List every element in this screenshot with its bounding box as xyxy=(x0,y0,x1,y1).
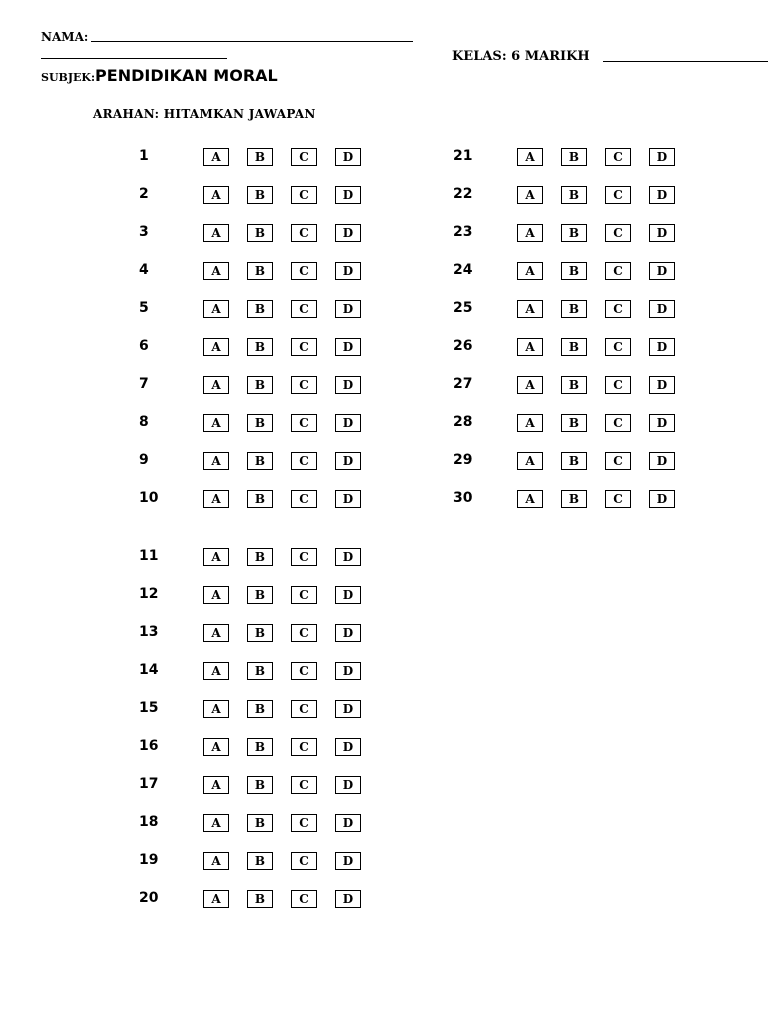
answer-option-c[interactable]: C xyxy=(291,148,317,166)
answer-option-c[interactable]: C xyxy=(291,586,317,604)
answer-option-a[interactable]: A xyxy=(203,148,229,166)
answer-option-b[interactable]: B xyxy=(247,414,273,432)
answer-option-d[interactable]: D xyxy=(335,700,361,718)
answer-option-c[interactable]: C xyxy=(605,262,631,280)
answer-option-b[interactable]: B xyxy=(561,452,587,470)
answer-option-d[interactable]: D xyxy=(649,262,675,280)
answer-option-d[interactable]: D xyxy=(335,414,361,432)
answer-option-a[interactable]: A xyxy=(203,376,229,394)
answer-option-a[interactable]: A xyxy=(517,490,543,508)
answer-option-b[interactable]: B xyxy=(247,300,273,318)
answer-option-d[interactable]: D xyxy=(335,662,361,680)
answer-option-d[interactable]: D xyxy=(649,338,675,356)
answer-option-b[interactable]: B xyxy=(247,586,273,604)
question-number: 26 xyxy=(453,338,473,354)
answer-option-d[interactable]: D xyxy=(335,376,361,394)
answer-option-a[interactable]: A xyxy=(203,852,229,870)
question-number: 12 xyxy=(139,586,159,602)
question-number: 18 xyxy=(139,814,159,830)
answer-option-d[interactable]: D xyxy=(335,814,361,832)
answer-option-c[interactable]: C xyxy=(291,852,317,870)
answer-option-c[interactable]: C xyxy=(605,452,631,470)
question-number: 14 xyxy=(139,662,159,678)
question-number: 2 xyxy=(139,186,149,202)
answer-option-d[interactable]: D xyxy=(335,186,361,204)
question-number: 27 xyxy=(453,376,473,392)
answer-option-d[interactable]: D xyxy=(335,738,361,756)
answer-option-d[interactable]: D xyxy=(335,262,361,280)
answer-option-c[interactable]: C xyxy=(605,224,631,242)
answer-option-c[interactable]: C xyxy=(291,890,317,908)
answer-option-a[interactable]: A xyxy=(203,414,229,432)
answer-option-b[interactable]: B xyxy=(561,262,587,280)
answer-option-d[interactable]: D xyxy=(335,338,361,356)
answer-option-d[interactable]: D xyxy=(335,890,361,908)
answer-option-b[interactable]: B xyxy=(247,376,273,394)
question-number: 1 xyxy=(139,148,149,164)
question-number: 4 xyxy=(139,262,149,278)
answer-option-c[interactable]: C xyxy=(291,452,317,470)
answer-option-a[interactable]: A xyxy=(517,300,543,318)
answer-option-d[interactable]: D xyxy=(335,148,361,166)
answer-option-b[interactable]: B xyxy=(561,224,587,242)
answer-option-a[interactable]: A xyxy=(203,814,229,832)
answer-option-b[interactable]: B xyxy=(247,890,273,908)
question-number: 21 xyxy=(453,148,473,164)
answer-option-d[interactable]: D xyxy=(335,586,361,604)
question-number: 30 xyxy=(453,490,473,506)
answer-option-c[interactable]: C xyxy=(291,414,317,432)
name-label: NAMA: xyxy=(41,30,89,44)
answer-option-b[interactable]: B xyxy=(247,148,273,166)
answer-option-c[interactable]: C xyxy=(605,186,631,204)
question-number: 16 xyxy=(139,738,159,754)
answer-option-d[interactable]: D xyxy=(335,852,361,870)
question-number: 19 xyxy=(139,852,159,868)
answer-option-b[interactable]: B xyxy=(247,262,273,280)
answer-option-a[interactable]: A xyxy=(203,662,229,680)
question-number: 25 xyxy=(453,300,473,316)
answer-option-a[interactable]: A xyxy=(203,776,229,794)
answer-option-d[interactable]: D xyxy=(335,548,361,566)
answer-option-c[interactable]: C xyxy=(605,414,631,432)
class-field-line[interactable] xyxy=(603,61,768,62)
answer-option-c[interactable]: C xyxy=(605,338,631,356)
answer-option-a[interactable]: A xyxy=(203,700,229,718)
answer-option-c[interactable]: C xyxy=(291,624,317,642)
subject-label: SUBJEK: xyxy=(41,71,96,84)
answer-option-a[interactable]: A xyxy=(203,738,229,756)
answer-option-d[interactable]: D xyxy=(335,490,361,508)
answer-option-a[interactable]: A xyxy=(203,624,229,642)
answer-option-d[interactable]: D xyxy=(649,490,675,508)
name-field-line-2[interactable] xyxy=(41,58,227,59)
answer-option-d[interactable]: D xyxy=(649,414,675,432)
answer-option-a[interactable]: A xyxy=(517,452,543,470)
answer-option-d[interactable]: D xyxy=(649,452,675,470)
question-number: 11 xyxy=(139,548,159,564)
answer-option-d[interactable]: D xyxy=(649,186,675,204)
answer-option-b[interactable]: B xyxy=(247,624,273,642)
question-number: 17 xyxy=(139,776,159,792)
answer-option-d[interactable]: D xyxy=(649,148,675,166)
answer-option-d[interactable]: D xyxy=(649,224,675,242)
question-number: 5 xyxy=(139,300,149,316)
answer-option-b[interactable]: B xyxy=(247,186,273,204)
answer-option-b[interactable]: B xyxy=(247,852,273,870)
answer-option-c[interactable]: C xyxy=(291,186,317,204)
answer-option-c[interactable]: C xyxy=(291,262,317,280)
question-number: 15 xyxy=(139,700,159,716)
answer-option-a[interactable]: A xyxy=(203,586,229,604)
question-number: 13 xyxy=(139,624,159,640)
question-number: 3 xyxy=(139,224,149,240)
answer-option-b[interactable]: B xyxy=(247,814,273,832)
answer-option-a[interactable]: A xyxy=(517,338,543,356)
subject-line xyxy=(41,66,278,85)
answer-option-b[interactable]: B xyxy=(247,452,273,470)
answer-option-b[interactable]: B xyxy=(247,700,273,718)
answer-option-b[interactable]: B xyxy=(247,776,273,794)
answer-option-a[interactable]: A xyxy=(203,262,229,280)
subject-value: PENDIDIKAN MORAL xyxy=(95,66,278,85)
answer-option-c[interactable]: C xyxy=(291,490,317,508)
answer-option-c[interactable]: C xyxy=(291,300,317,318)
answer-option-c[interactable]: C xyxy=(291,700,317,718)
answer-option-d[interactable]: D xyxy=(335,624,361,642)
answer-option-a[interactable]: A xyxy=(203,890,229,908)
answer-option-b[interactable]: B xyxy=(247,548,273,566)
answer-option-d[interactable]: D xyxy=(335,224,361,242)
answer-option-b[interactable]: B xyxy=(561,148,587,166)
answer-option-b[interactable]: B xyxy=(561,376,587,394)
answer-option-a[interactable]: A xyxy=(203,548,229,566)
instruction-text: ARAHAN: HITAMKAN JAWAPAN xyxy=(93,107,316,121)
question-number: 10 xyxy=(139,490,159,506)
question-number: 22 xyxy=(453,186,473,202)
question-number: 20 xyxy=(139,890,159,906)
answer-option-b[interactable]: B xyxy=(247,662,273,680)
class-label: KELAS: 6 MARIKH xyxy=(452,49,590,64)
answer-option-a[interactable]: A xyxy=(517,224,543,242)
answer-option-a[interactable]: A xyxy=(203,186,229,204)
answer-option-c[interactable]: C xyxy=(291,662,317,680)
answer-option-a[interactable]: A xyxy=(517,414,543,432)
answer-option-c[interactable]: C xyxy=(605,376,631,394)
question-number: 6 xyxy=(139,338,149,354)
answer-option-a[interactable]: A xyxy=(517,376,543,394)
answer-option-a[interactable]: A xyxy=(203,338,229,356)
question-number: 28 xyxy=(453,414,473,430)
answer-option-b[interactable]: B xyxy=(247,224,273,242)
answer-option-c[interactable]: C xyxy=(291,338,317,356)
answer-option-a[interactable]: A xyxy=(203,300,229,318)
answer-option-b[interactable]: B xyxy=(247,338,273,356)
answer-option-c[interactable]: C xyxy=(291,738,317,756)
answer-option-c[interactable]: C xyxy=(291,224,317,242)
question-number: 24 xyxy=(453,262,473,278)
answer-option-d[interactable]: D xyxy=(335,300,361,318)
question-number: 23 xyxy=(453,224,473,240)
answer-option-a[interactable]: A xyxy=(203,452,229,470)
question-number: 9 xyxy=(139,452,149,468)
answer-option-c[interactable]: C xyxy=(291,814,317,832)
answer-option-b[interactable]: B xyxy=(561,186,587,204)
answer-option-c[interactable]: C xyxy=(291,776,317,794)
answer-option-a[interactable]: A xyxy=(517,148,543,166)
answer-option-b[interactable]: B xyxy=(561,490,587,508)
answer-option-d[interactable]: D xyxy=(335,452,361,470)
answer-option-a[interactable]: A xyxy=(517,262,543,280)
answer-option-b[interactable]: B xyxy=(247,490,273,508)
answer-option-c[interactable]: C xyxy=(291,548,317,566)
answer-option-d[interactable]: D xyxy=(649,376,675,394)
answer-option-c[interactable]: C xyxy=(291,376,317,394)
answer-option-a[interactable]: A xyxy=(203,224,229,242)
answer-option-b[interactable]: B xyxy=(561,300,587,318)
name-field-line-1[interactable] xyxy=(91,41,413,42)
answer-option-a[interactable]: A xyxy=(203,490,229,508)
answer-option-c[interactable]: C xyxy=(605,490,631,508)
question-number: 8 xyxy=(139,414,149,430)
answer-option-a[interactable]: A xyxy=(517,186,543,204)
answer-option-b[interactable]: B xyxy=(561,338,587,356)
answer-option-c[interactable]: C xyxy=(605,300,631,318)
answer-option-b[interactable]: B xyxy=(561,414,587,432)
answer-option-c[interactable]: C xyxy=(605,148,631,166)
question-number: 29 xyxy=(453,452,473,468)
answer-option-d[interactable]: D xyxy=(335,776,361,794)
answer-option-b[interactable]: B xyxy=(247,738,273,756)
answer-option-d[interactable]: D xyxy=(649,300,675,318)
question-number: 7 xyxy=(139,376,149,392)
